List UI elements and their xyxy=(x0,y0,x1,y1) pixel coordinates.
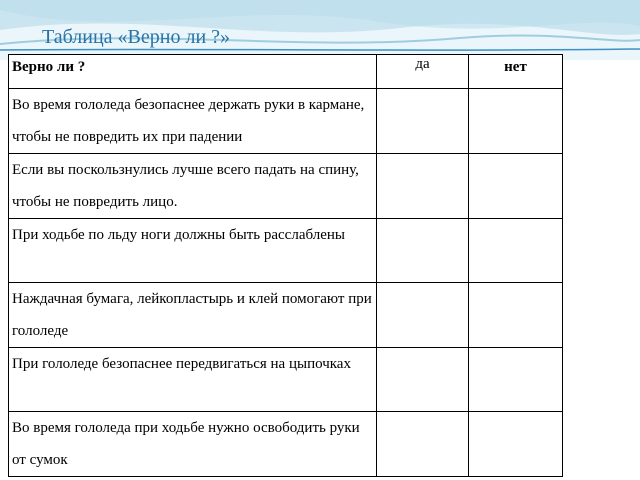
header-no: нет xyxy=(468,55,562,89)
question-cell: Во время гололеда при ходьбе нужно освободить руки от сумок xyxy=(9,412,377,477)
header-question: Верно ли ? xyxy=(9,55,377,89)
question-cell: Наждачная бумага, лейкопластырь и клей помогают при гололеде xyxy=(9,283,377,348)
answer-yes-cell[interactable] xyxy=(376,412,468,477)
slide-title: Таблица «Верно ли ?» xyxy=(42,26,231,48)
answer-no-cell[interactable] xyxy=(468,154,562,219)
table-row xyxy=(9,89,563,154)
table-header-row xyxy=(9,55,563,89)
answer-no-cell[interactable] xyxy=(468,89,562,154)
question-cell: При ходьбе по льду ноги должны быть расслаблены xyxy=(9,219,377,283)
answer-no-cell[interactable] xyxy=(468,219,562,283)
table-row xyxy=(9,283,563,348)
answer-yes-cell[interactable] xyxy=(376,154,468,219)
table-row xyxy=(9,412,563,477)
question-cell: При гололеде безопаснее передвигаться на цыпочках xyxy=(9,348,377,412)
answer-no-cell[interactable] xyxy=(468,283,562,348)
answer-yes-cell[interactable] xyxy=(376,283,468,348)
answer-no-cell[interactable] xyxy=(468,412,562,477)
answer-yes-cell[interactable] xyxy=(376,89,468,154)
question-cell: Если вы поскользнулись лучше всего падать на спину, чтобы не повредить лицо. xyxy=(9,154,377,219)
answer-yes-cell[interactable] xyxy=(376,219,468,283)
answer-yes-cell[interactable] xyxy=(376,348,468,412)
table-row xyxy=(9,219,563,283)
question-cell: Во время гололеда безопаснее держать руки в кармане, чтобы не повредить их при падении xyxy=(9,89,377,154)
answer-no-cell[interactable] xyxy=(468,348,562,412)
table-row xyxy=(9,154,563,219)
quiz-table xyxy=(8,54,563,477)
header-yes: да xyxy=(376,55,468,89)
table-row xyxy=(9,348,563,412)
